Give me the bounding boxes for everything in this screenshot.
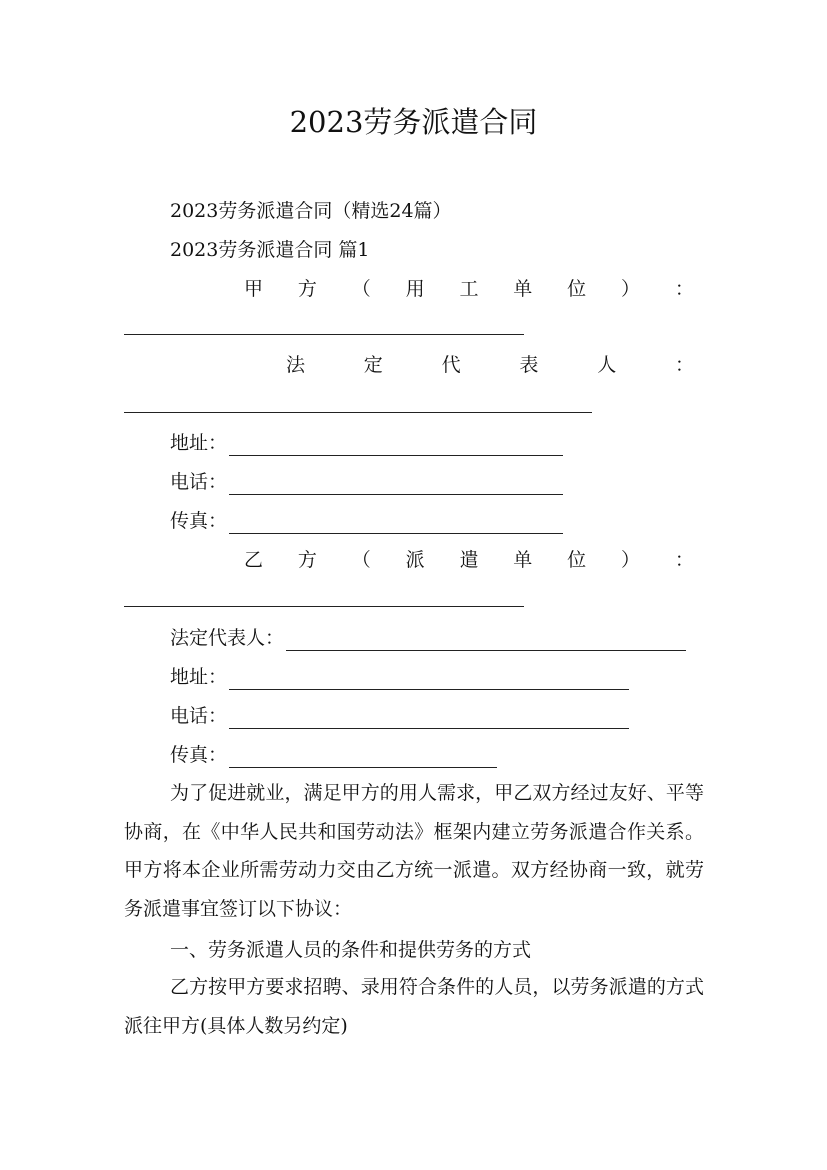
party-a-fax-label: 传真： [170, 510, 228, 532]
party-a-rep-char: 表 [519, 354, 539, 376]
party-a-heading-char: 位 [567, 278, 587, 300]
party-a-name-blank[interactable] [124, 334, 524, 335]
party-b-phone-label: 电话： [170, 705, 228, 727]
party-a-heading-char: 方 [297, 278, 317, 300]
party-b-address-label: 地址： [170, 666, 228, 688]
party-a-rep-char: 定 [363, 354, 383, 376]
party-b-address-row [170, 664, 629, 690]
party-a-heading-char: 甲 [244, 278, 264, 300]
party-a-rep-char: 法 [286, 354, 306, 376]
party-b-rep-blank[interactable] [286, 630, 686, 651]
party-b-fax-label: 传真： [170, 744, 228, 766]
party-a-rep-blank[interactable] [124, 412, 592, 413]
party-a-address-row [170, 430, 563, 456]
party-b-heading-char: 遣 [459, 549, 479, 571]
subtitle-collection: 2023劳务派遣合同（精选24篇） [170, 200, 452, 222]
party-a-heading-char: ： [674, 278, 694, 300]
party-b-heading-char: （ [351, 549, 371, 571]
party-b-heading-char: ） [621, 549, 641, 571]
party-a-heading-char: 单 [513, 278, 533, 300]
party-b-heading-char: 派 [405, 549, 425, 571]
party-a-phone-row [170, 469, 563, 495]
party-b-heading-char: ： [674, 549, 694, 571]
party-b-phone-blank[interactable] [229, 708, 629, 729]
party-a-phone-label: 电话： [170, 471, 228, 493]
party-a-heading-char: （ [351, 278, 371, 300]
intro-paragraph: 为了促进就业，满足甲方的用人需求，甲乙双方经过友好、平等协商，在《中华人民共和国劳动法》框架内建立劳务派遣合作关系。甲方将本企业所需劳动力交由乙方统一派遣。双方经协商一致，就劳务派遣事宜签订以下协议： [124, 782, 704, 920]
party-b-address-blank[interactable] [229, 669, 629, 690]
party-a-rep-char: 代 [441, 354, 461, 376]
party-b-fax-row [170, 742, 497, 768]
party-b-rep-row [170, 625, 686, 651]
party-b-phone-row [170, 703, 629, 729]
party-b-heading-char: 单 [513, 549, 533, 571]
party-a-heading-char: ） [621, 278, 641, 300]
party-a-phone-blank[interactable] [229, 474, 563, 495]
party-a-heading-char: 用 [405, 278, 425, 300]
party-b-heading-char: 方 [297, 549, 317, 571]
party-a-address-blank[interactable] [229, 435, 563, 456]
document-title: 2023劳务派遣合同 [289, 105, 538, 139]
party-b-heading-char: 乙 [244, 549, 264, 571]
party-b-heading-char: 位 [567, 549, 587, 571]
party-b-fax-blank[interactable] [229, 747, 497, 768]
section-one-heading: 一、劳务派遣人员的条件和提供劳务的方式 [170, 939, 532, 961]
party-a-address-label: 地址： [170, 432, 228, 454]
party-a-rep-char: ： [674, 354, 694, 376]
party-b-heading [244, 547, 694, 573]
section-one-text: 乙方按甲方要求招聘、录用符合条件的人员，以劳务派遣的方式派往甲方(具体人数另约定) [124, 976, 704, 1037]
party-a-heading [244, 276, 694, 302]
party-a-fax-blank[interactable] [229, 513, 563, 534]
party-a-fax-row [170, 508, 563, 534]
party-b-name-blank[interactable] [124, 606, 524, 607]
subtitle-article: 2023劳务派遣合同 篇1 [170, 239, 370, 261]
party-a-rep-heading [286, 352, 694, 378]
party-a-rep-char: 人 [597, 354, 617, 376]
party-a-heading-char: 工 [459, 278, 479, 300]
party-b-rep-label: 法定代表人： [170, 627, 285, 649]
